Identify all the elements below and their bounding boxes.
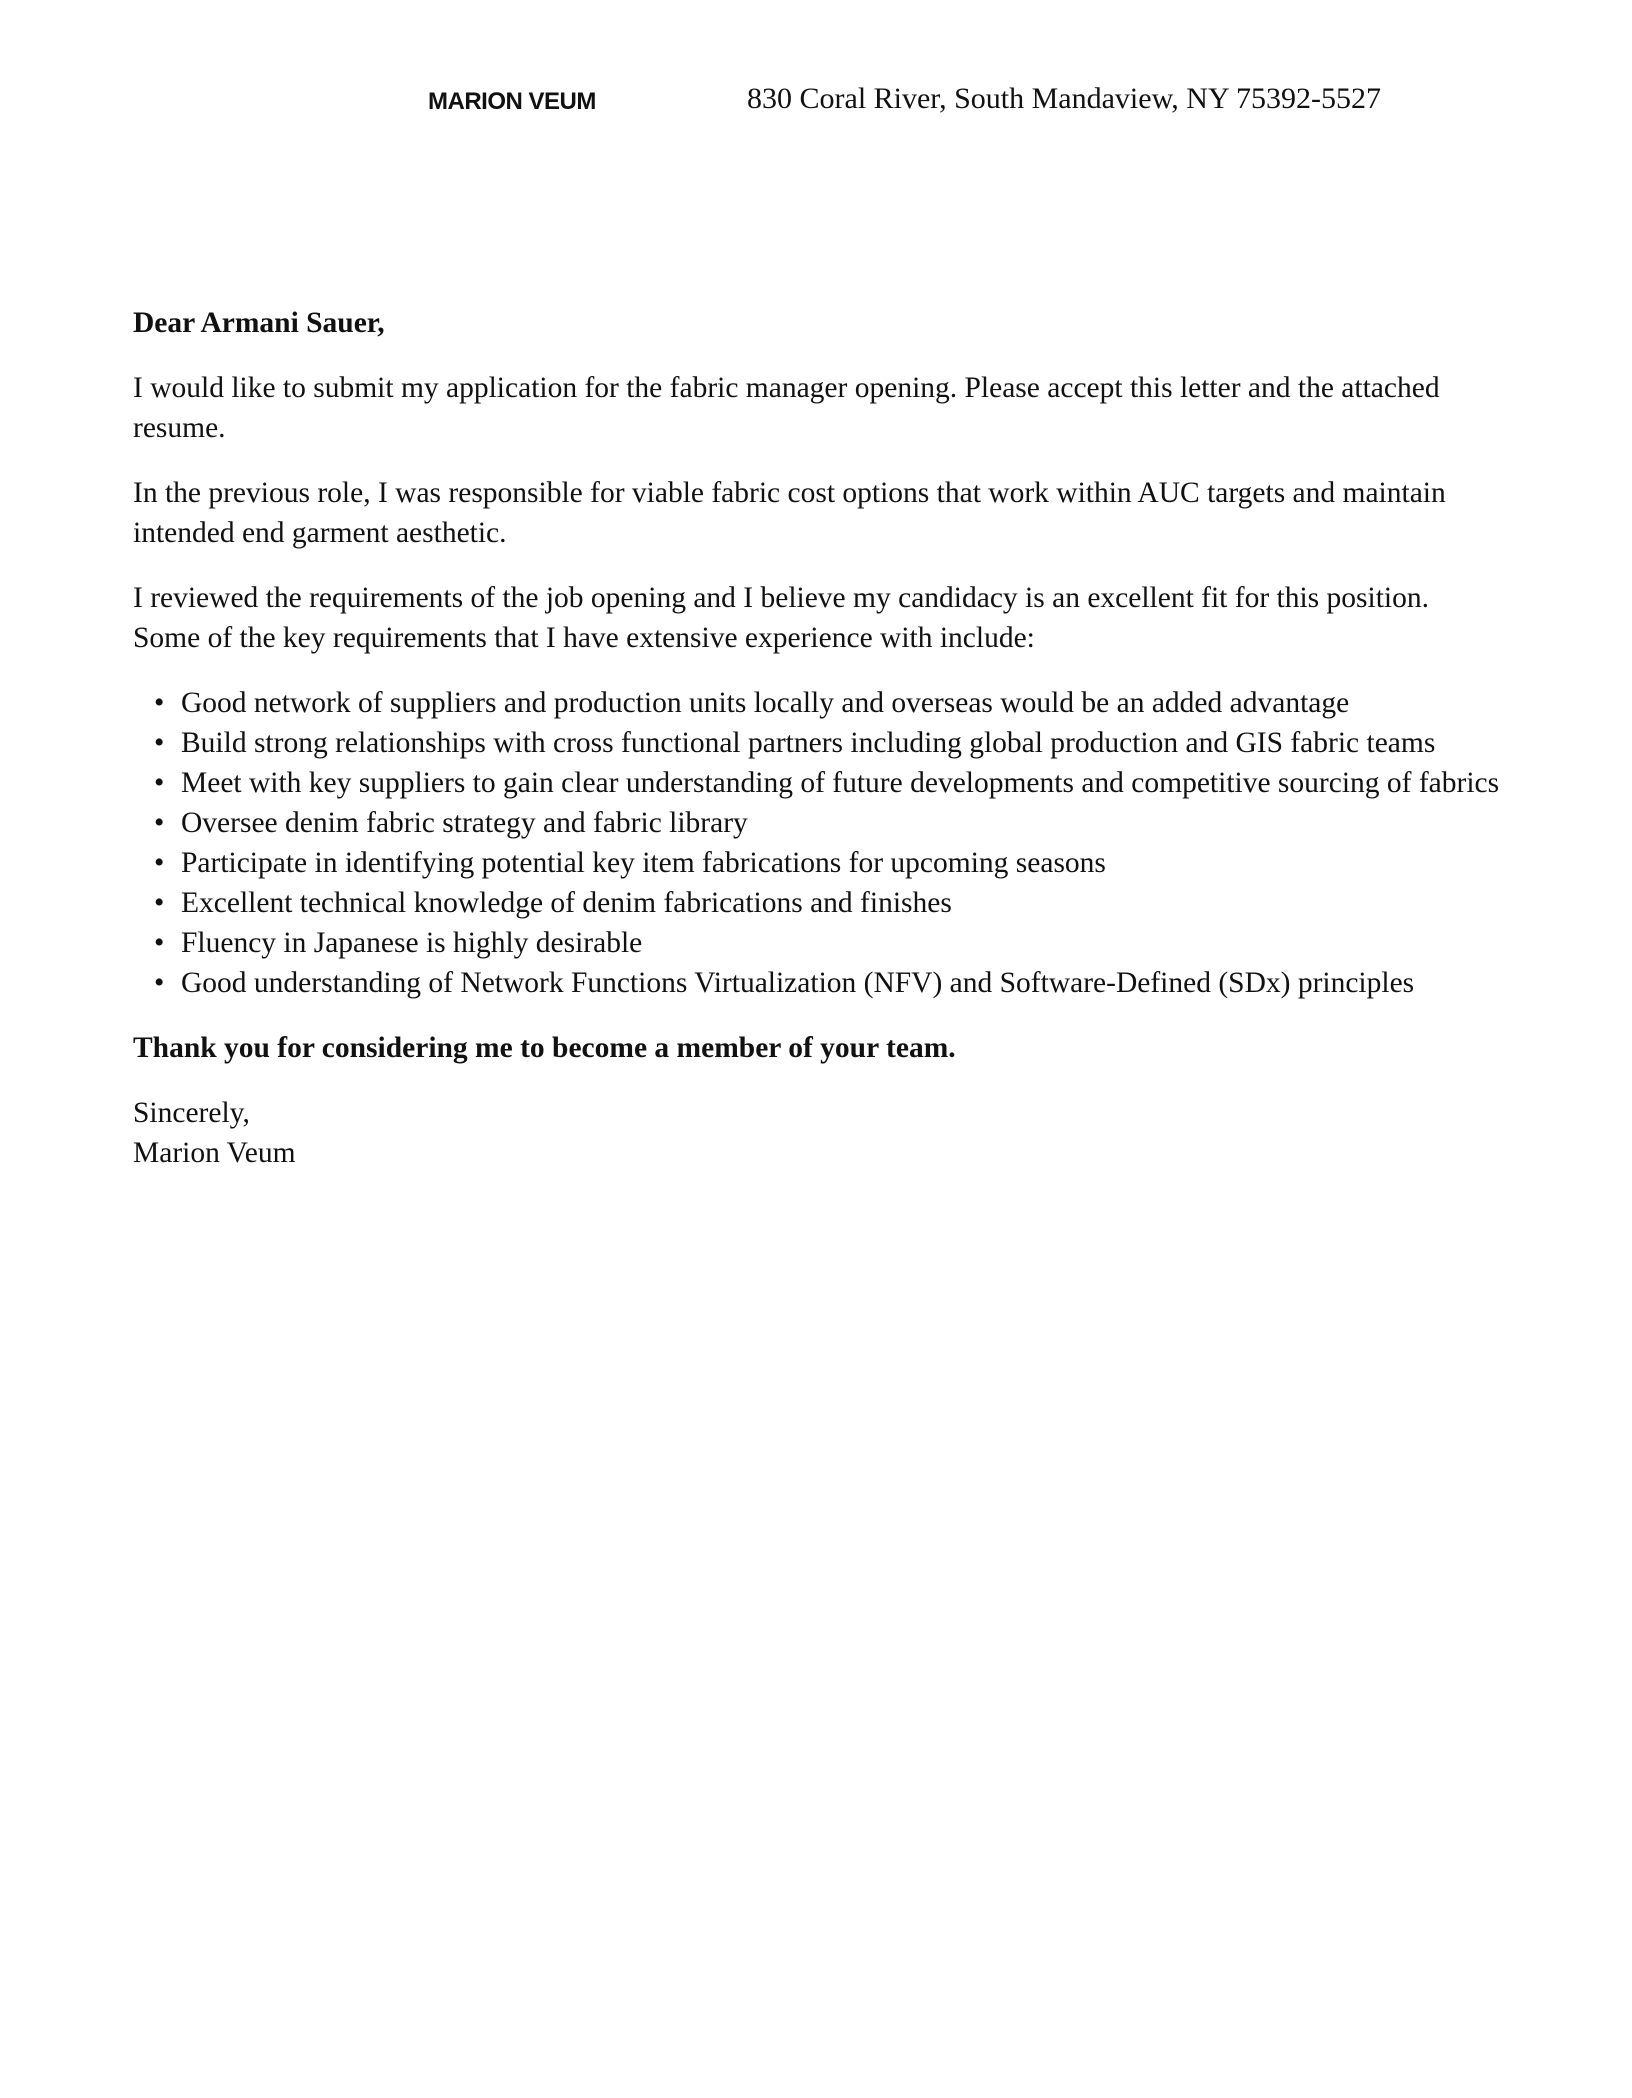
list-item: • Participate in identifying potential key item fabrications for upcoming seasons bbox=[181, 843, 1503, 883]
list-item: • Meet with key suppliers to gain clear understanding of future developments and competitive sourcing of fabrics bbox=[181, 763, 1503, 803]
list-item: • Excellent technical knowledge of denim fabrications and finishes bbox=[181, 883, 1503, 923]
signature: Marion Veum bbox=[133, 1137, 296, 1169]
paragraph-previous-role: In the previous role, I was responsible for viable fabric cost options that work within AUC targets and maintain intended end garment aesthetic. bbox=[133, 477, 1446, 549]
letter-header bbox=[0, 82, 1632, 122]
sender-name: MARION VEUM bbox=[428, 88, 596, 115]
list-item: • Fluency in Japanese is highly desirable bbox=[181, 923, 1503, 963]
list-item: • Oversee denim fabric strategy and fabric library bbox=[181, 803, 1503, 843]
letter-body bbox=[133, 303, 1503, 1173]
requirements-list bbox=[133, 683, 1503, 1003]
paragraph-requirements: I reviewed the requirements of the job opening and I believe my candidacy is an excellent fit for this position. Some of the key requirements that I have extensive experience with include: bbox=[133, 582, 1429, 654]
paragraph-intro: I would like to submit my application for the fabric manager opening. Please accept this letter and the attached resume. bbox=[133, 372, 1440, 444]
list-item: • Build strong relationships with cross functional partners including global production and GIS fabric teams bbox=[181, 723, 1503, 763]
list-item: • Good network of suppliers and production units locally and overseas would be an added advantage bbox=[181, 683, 1503, 723]
sender-address: 830 Coral River, South Mandaview, NY 75392-5527 bbox=[747, 82, 1381, 115]
signoff: Sincerely, bbox=[133, 1097, 250, 1129]
list-item: • Good understanding of Network Functions Virtualization (NFV) and Software-Defined (SDx) principles bbox=[181, 963, 1503, 1003]
greeting: Dear Armani Sauer, bbox=[133, 307, 385, 339]
thanks-line: Thank you for considering me to become a member of your team. bbox=[133, 1032, 956, 1064]
